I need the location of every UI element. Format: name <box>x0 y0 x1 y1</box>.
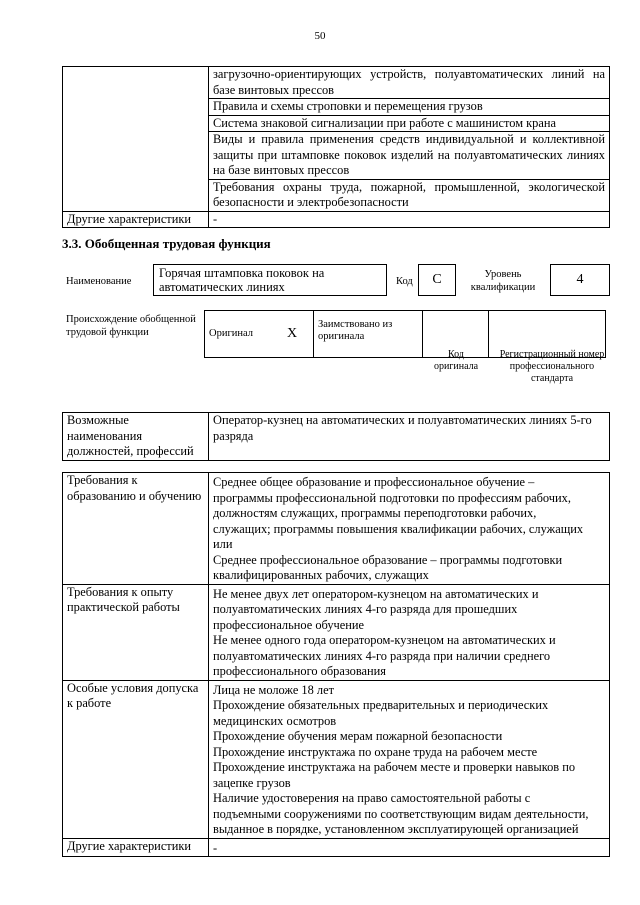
table-cell: - <box>209 211 610 228</box>
original-mark: X <box>271 311 314 358</box>
text-line: Прохождение инструктажа по охране труда на рабочем месте <box>213 744 538 759</box>
text-line: Прохождение инструктажа на рабочем месте и проверки навыков по <box>213 760 576 774</box>
text-line: Прохождение обязательных предварительных и периодических <box>213 698 549 712</box>
text-line: служащих; программы повышения квалификации рабочих, служащих <box>213 521 584 536</box>
positions-value: Оператор-кузнец на автоматических и полуавтоматических линиях 5-го разряда <box>209 413 610 461</box>
experience-value <box>209 584 610 680</box>
admission-value <box>209 680 610 838</box>
table-row <box>63 680 610 838</box>
table-row <box>63 473 610 585</box>
education-value <box>209 473 610 585</box>
positions-table <box>62 412 610 461</box>
text-line: Не менее двух лет оператором-кузнецом на автоматических и <box>213 586 539 601</box>
table-cell <box>63 67 209 212</box>
table-cell: Правила и схемы строповки и перемещения грузов <box>209 99 610 116</box>
text-line: медицинских осмотров <box>213 713 337 728</box>
table-cell: загрузочно-ориентирующих устройств, полуавтоматических линий на базе винтовых прессов <box>209 67 610 99</box>
text-line: Прохождение обучения мерам пожарной безопасности <box>213 729 503 743</box>
text-line: профессионального образования <box>213 664 387 678</box>
origin-label: Происхождение обобщенной трудовой функции <box>66 314 196 338</box>
text-line: полуавтоматических линиях 4-го разряда для прошедших <box>213 602 518 616</box>
reg-number-label: Регистрационный номер профессионального стандарта <box>499 349 605 384</box>
text-line: программы профессиональной подготовки по профессиям рабочих, <box>213 490 571 505</box>
text-line: профессиональное обучение <box>213 617 365 632</box>
requirements-table <box>62 472 610 857</box>
text-line: Среднее общее образование и профессиональное обучение – <box>213 475 535 489</box>
table-cell: Другие характеристики <box>63 211 209 228</box>
text-line: полуавтоматических линиях 4-го разряда при наличии среднего <box>213 648 551 663</box>
table-cell: Требования охраны труда, пожарной, промышленной, экологической безопасности и электробезопасности <box>209 179 610 211</box>
text-line: Наличие удостоверения на право самостоятельной работы с <box>213 791 531 805</box>
table-cell: Виды и правила применения средств индивидуальной и коллективной защиты при штамповке поковок изделий на полуавтоматических линиях на базе винтовых прессов <box>209 132 610 180</box>
positions-label: Возможные наименования должностей, профессий <box>63 413 209 461</box>
text-line: должностям служащих, программы переподготовки рабочих, <box>213 506 537 520</box>
code-original-label: Код оригинала <box>433 349 479 372</box>
name-value: Горячая штамповка поковок на автоматических линиях <box>153 264 387 296</box>
table-row <box>63 67 610 99</box>
name-label: Наименование <box>66 276 132 287</box>
text-line: Не менее одного года оператором-кузнецом на автоматических и <box>213 633 556 647</box>
table-row <box>63 838 610 857</box>
table-row <box>63 413 610 461</box>
text-line: или <box>213 537 233 551</box>
text-line: подъемными сооружениями по соответствующим видам деятельности, <box>213 806 589 821</box>
table-row <box>63 211 610 228</box>
text-line: Лица не моложе 18 лет <box>213 682 335 697</box>
borrowed-label: Заимствовано из оригинала <box>314 311 423 358</box>
text-line: выданное в порядке, установленном эксплуатирующей организацией <box>213 822 579 836</box>
education-label: Требования к образованию и обучению <box>63 473 209 585</box>
text-line: - <box>213 840 218 855</box>
text-line: Среднее профессиональное образование – программы подготовки <box>213 552 563 567</box>
other-label: Другие характеристики <box>63 838 209 857</box>
original-label: Оригинал <box>205 311 272 358</box>
level-label: Уровень квалификации <box>470 269 536 293</box>
code-value: C <box>418 264 456 296</box>
text-line: квалифицированных рабочих, служащих <box>213 568 429 582</box>
level-value: 4 <box>550 264 610 296</box>
page-number: 50 <box>314 30 326 42</box>
table-row <box>63 584 610 680</box>
text-line: зацепке грузов <box>213 775 291 790</box>
continuation-table <box>62 66 610 228</box>
table-cell: Система знаковой сигнализации при работе с машинистом крана <box>209 115 610 132</box>
other-value <box>209 838 610 857</box>
admission-label: Особые условия допуска к работе <box>63 680 209 838</box>
experience-label: Требования к опыту практической работы <box>63 584 209 680</box>
code-label: Код <box>396 276 413 287</box>
section-title: 3.3. Обобщенная трудовая функция <box>62 236 271 251</box>
